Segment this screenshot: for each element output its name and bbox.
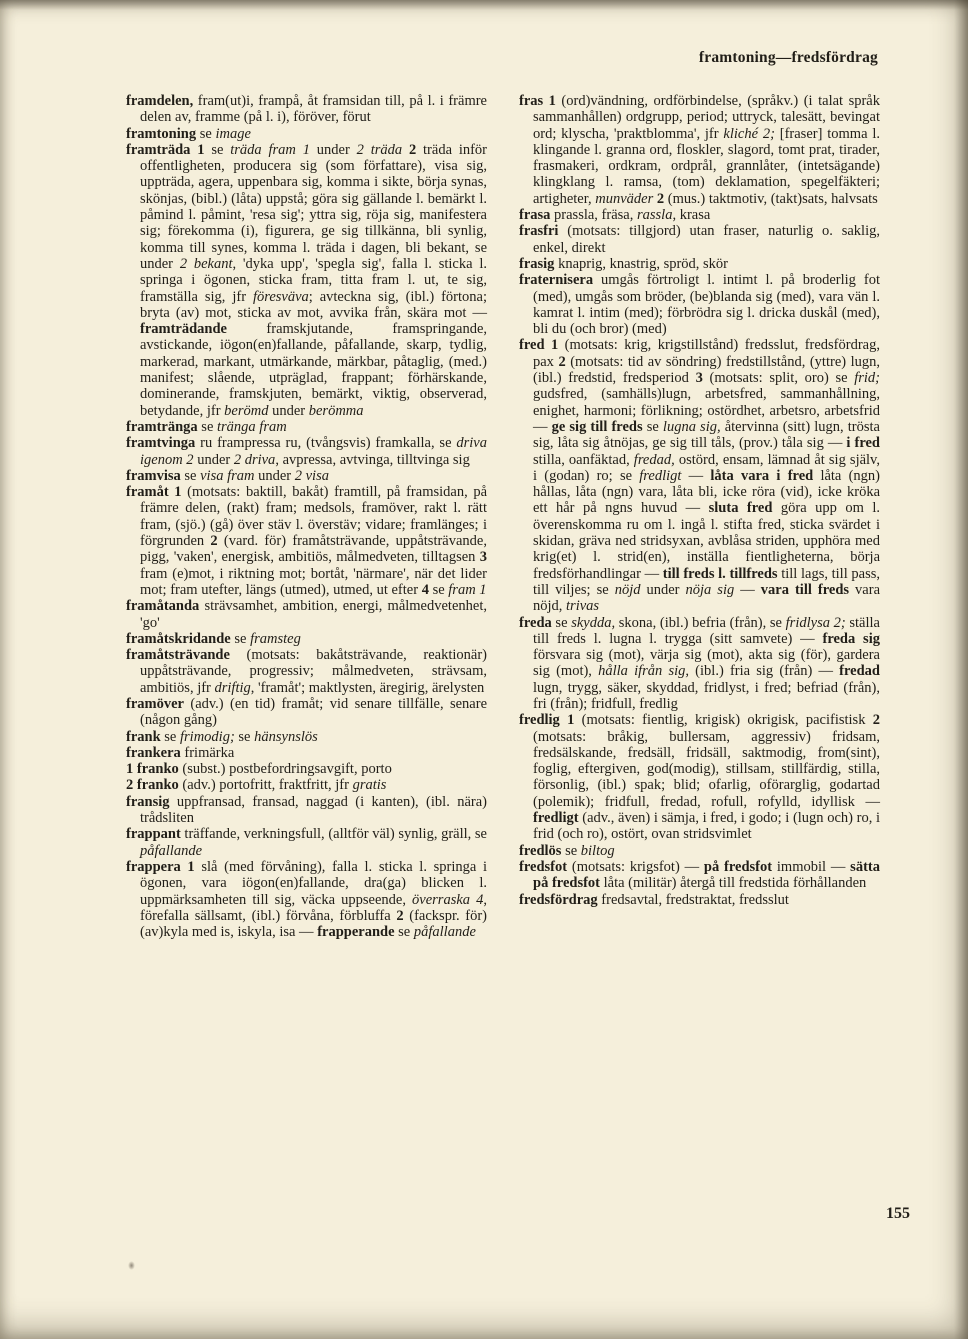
entry-text: (mus.) taktmotiv, (takt)sats, halvsats [664, 190, 878, 207]
entry-reference-italic: frimodig; [180, 728, 235, 745]
entry-text: (adv.) portofritt, fraktfritt, jfr [178, 777, 353, 794]
dictionary-entry [126, 484, 487, 598]
entry-text: göra upp om l. överenskomma ru om l. ingå l. stifta fred, sticka svärdet i skidan, gräva ned stridsyxan, avblåsa striden, upphöra med krig(et) l. strid(en), inställa fientligheterna, börja fredsförhandlingar — [533, 500, 880, 582]
entry-text: (vard. för) framåtsträvande, uppåtsträvande, pigg, 'vaken', energisk, ambitiös, målmedveten, tilltagsen [140, 533, 487, 566]
entry-text: låta (ngn) hållas, låta (ngn) vara, låta bli, icke röra (vid), icke kröka ett hår på ngns huvud — [533, 467, 881, 517]
dictionary-entry [126, 435, 487, 468]
entry-text: (motsats: bråkig, bullersam, aggressiv) fridsam, fredsälskande, fredsäll, fridsäll, saktmodig, from(sint), foglig, eftergiven, god(modig), stillsam, stillfärdig, stilla, försonlig, (ibl.) spak; blid; ofarlig, oförarglig, godartad (polemik); fridfull, fredad, rofull, rofylld, idyllisk — [533, 728, 880, 810]
entry-headword-or-bold: 2 [210, 533, 218, 550]
dictionary-entry [126, 696, 487, 729]
entry-headword-or-bold: frappera 1 [126, 858, 195, 875]
entry-headword-or-bold: 3 [695, 370, 703, 387]
entry-headword-or-bold: framtoning [126, 125, 197, 142]
entry-text: uppfransad, fransad, naggad (i kanten), (ibl. nära) trådsliten [140, 793, 487, 827]
entry-reference-italic: lugna sig, [662, 418, 721, 435]
entry-headword-or-bold: framåtsträvande [126, 647, 230, 664]
entry-text: frimärka [180, 744, 235, 761]
entry-headword-or-bold: i fred [846, 435, 880, 452]
entry-text: prassla, fräsa, [550, 207, 637, 224]
entry-text: , avpressa, avtvinga, tilltvinga sig [275, 451, 470, 468]
entry-headword-or-bold: 1 franko [126, 761, 179, 778]
entry-reference-italic: 2 visa [294, 467, 329, 484]
entry-text: ostörd, ensam, lämnad åt sig själv, i (godan) ro; se [533, 451, 880, 484]
entry-headword-or-bold: fredlig 1 [519, 712, 575, 729]
entry-text: gudsfred, (samhälls)lugn, arbetsfred, sammanhållning, enighet, harmoni; förlikning; ostördhet, arbetsro, arbetsfrid — [533, 386, 880, 435]
entry-text: fram (e)mot, i riktning mot; bortåt, 'närmare', när det lider mot; fram utefter, längs (utmed), utmed, ut efter [140, 565, 487, 598]
entry-text: (motsats: krig, krigstillstånd) fredsslut, fredsfördrag, pax [533, 337, 880, 370]
entry-text: strävsamhet, ambition, energi, målmedvetenhet, 'go' [140, 598, 487, 631]
entry-text: (subst.) postbefordringsavgift, porto [178, 761, 392, 778]
entry-reference-italic: kliché 2; [723, 125, 775, 142]
dictionary-entry [126, 761, 487, 777]
entry-headword-or-bold: till freds [662, 565, 715, 582]
dictionary-entry [519, 337, 880, 614]
dictionary-entry [126, 598, 487, 631]
entry-text: se [561, 842, 581, 859]
entry-text: under [254, 467, 295, 484]
entry-text: lugn, trygg, säker, skyddad, fridlyst, i fred; befriad (från), fri (från); fridfull, fredlig [533, 679, 880, 712]
entry-text: fram(ut)i, frampå, åt framsidan till, på l. i främre delen av, framme (på l. i), föröver, förut [140, 93, 487, 126]
entry-headword-or-bold: fredlös [519, 842, 562, 859]
dictionary-entry [519, 859, 880, 892]
dictionary-entry [126, 826, 487, 859]
dictionary-entry [519, 93, 880, 207]
entry-text: , förefalla sällsamt, (ibl.) förvåna, förbluffa [140, 891, 487, 924]
entry-text: se [428, 581, 449, 598]
entry-reference-italic: påfallande [413, 924, 476, 941]
dictionary-entry [126, 419, 487, 435]
scan-artifact-mark [128, 1261, 135, 1270]
entry-headword-or-bold: frasa [519, 207, 551, 224]
dictionary-entry [519, 615, 880, 713]
entry-text: (motsats: split, oro) se [702, 370, 855, 387]
entry-text: immobil — [772, 858, 851, 875]
dictionary-entry [126, 93, 487, 126]
entry-text: ; avteckna sig, (ibl.) förtona; bryta (av) mot, sticka av mot, avvika från, skära mot — [140, 288, 487, 321]
entry-headword-or-bold: frasig [519, 255, 555, 272]
entry-reference-italic: visa fram [200, 467, 255, 484]
entry-headword-or-bold: sätta på fredsfot [533, 858, 880, 892]
entry-headword-or-bold: framträda 1 [126, 141, 205, 158]
entry-text: se [230, 630, 251, 647]
dictionary-entry [519, 256, 880, 272]
entry-text: umgås förtroligt l. intimt l. på broderlig fot (med), umgås som bröder, (be)blanda sig (med), vara vän l. kamrat l. intim (med); förbrödra sig l. dricka duskål (med), bli du (och bror) (med) [533, 272, 880, 338]
entry-text: (ord)vändning, ordförbindelse, (språkv.) (i talat språk sammanhållen) ordgrupp, period; uttryck, talesätt, bevingat ord; klyscha, 'praktblomma', jfr [533, 93, 880, 142]
dictionary-entry [519, 272, 880, 337]
dictionary-entry [519, 843, 880, 859]
entry-headword-or-bold: fransig [126, 793, 170, 810]
entry-text: (adv.) (en tid) framåt; vid senare tillfälle, senare (någon gång) [140, 695, 487, 729]
entry-text: under [309, 141, 357, 158]
entry-text: försvara sig (mot), värja sig (mot), akta sig (för), gardera sig (mot), [533, 647, 880, 680]
dictionary-entry [126, 729, 487, 745]
entry-text: knaprig, knastrig, spröd, skör [554, 255, 729, 272]
entry-headword-or-bold: fras 1 [519, 93, 556, 109]
entry-text: (motsats: tid av söndring) fredstillstånd, (yttre) lugn, (ibl.) fredstid, fredsperiod [533, 353, 880, 387]
entry-headword-or-bold: freda [519, 614, 552, 631]
entry-reference-italic: 2 bekant [179, 255, 233, 272]
entry-text: (adv., även) i sämja, i fred, i godo; i (lugn och) ro, i frid (och ro), ostört, ovan stridsvimlet [533, 810, 880, 843]
entry-text: se [551, 614, 572, 631]
entry-reference-italic: gratis [352, 777, 387, 794]
entry-headword-or-bold: ge sig till freds [551, 418, 643, 435]
entry-reference-italic: fredligt [639, 467, 682, 484]
entry-reference-italic: berömma [308, 402, 364, 419]
entry-reference-italic: påfallande [140, 842, 203, 859]
entry-text: se [234, 728, 255, 745]
entry-headword-or-bold: fredsfördrag [519, 891, 598, 908]
entry-reference-italic: träda fram 1 [230, 141, 310, 158]
entry-text: (motsats: krigsfot) — [567, 858, 704, 875]
scan-edge-shadow-top [0, 0, 968, 10]
dictionary-entry [126, 794, 487, 827]
entry-text: träda inför offentligheten, producera sig (som författare), visa sig, uppträda, agera, uppenbara sig, komma i sikte, börja synas, skönjas, (bibl.) (låta) uppstå; göra sig gällande l. bemärkt l. påmind l. påmint, 'resa sig'; yttra sig, röja sig, manifestera sig; förekomma (i), figurera, ge sig tillkänna, bli synlig, komma till synes, komma l. träda i dagen, bli bekant, se under [140, 141, 488, 272]
entry-text: under [640, 581, 686, 598]
entry-text: (fackspr. för) (av)kyla med is, iskyla, isa — [140, 907, 488, 941]
entry-headword-or-bold: 2 [656, 190, 665, 207]
entry-text: låta (militär) återgå till fredstida förhållanden [600, 875, 867, 892]
entry-headword-or-bold: 3 [479, 549, 487, 566]
entry-headword-or-bold: 2 [558, 353, 566, 370]
entry-headword-or-bold: framtvinga [126, 435, 196, 452]
entry-reference-italic: nöja sig [685, 581, 735, 598]
entry-text: — [681, 467, 711, 484]
entry-reference-italic: 2 driva [233, 451, 276, 468]
entry-headword-or-bold: framträdande [140, 321, 227, 338]
entry-reference-italic: fram 1 [448, 581, 487, 598]
entry-headword-or-bold: fredad [839, 663, 880, 680]
entry-text: slå (med förvåning), falla l. sticka l. springa i ögonen, vara iögon(en)fallande, dra(ga) blicken l. uppmärksamheten till sig, väcka uppseende, [140, 858, 488, 908]
left-column [126, 93, 487, 940]
dictionary-entry [519, 712, 880, 842]
entry-headword-or-bold: framåtanda [126, 598, 200, 615]
entry-text: se [197, 418, 218, 435]
running-head: framtoning—fredsfördrag [698, 49, 878, 66]
entry-reference-italic: driftig [214, 679, 251, 696]
text-columns [0, 93, 968, 940]
entry-headword-or-bold: 2 franko [126, 777, 179, 794]
entry-headword-or-bold: framtränga [126, 418, 198, 435]
entry-headword-or-bold: framdelen, [126, 93, 194, 109]
entry-headword-or-bold: fredsfot [519, 858, 568, 875]
entry-reference-italic: tränga fram [217, 418, 287, 435]
entry-headword-or-bold: framvisa [126, 467, 181, 484]
entry-headword-or-bold: frapperande [317, 924, 395, 941]
entry-text: ru frampressa ru, (tvångsvis) framkalla, se [195, 435, 457, 452]
entry-headword-or-bold: vara till freds [760, 581, 850, 598]
entry-text: stilla, oanfäktad, [533, 451, 634, 468]
entry-reference-italic: överraska 4 [412, 891, 484, 908]
entry-text: se [394, 924, 414, 941]
entry-headword-or-bold: frank [126, 728, 161, 745]
dictionary-entry [519, 892, 880, 908]
entry-headword-or-bold: frasfri [519, 223, 559, 240]
entry-headword-or-bold: framåtskridande [126, 630, 231, 647]
entry-headword-or-bold: 2 [396, 907, 404, 924]
entry-text: , 'framåt'; maktlysten, äregirig, ärelysten [250, 679, 485, 696]
entry-reference-italic: fridlysa 2; [785, 614, 846, 631]
entry-text: se [180, 467, 201, 484]
entry-text: (ibl.) fria sig (från) — [689, 663, 840, 680]
entry-text: under [193, 451, 234, 468]
dictionary-entry [126, 126, 487, 142]
dictionary-entry [519, 223, 880, 256]
entry-headword-or-bold: tillfreds [729, 565, 778, 582]
entry-text: återvinna (sitt) lugn, trösta sig, låta sig åtnöjas, ge sig till tåls, (prov.) tåla sig — [533, 418, 880, 452]
entry-text: vara nöjd, [533, 581, 881, 615]
dictionary-entry [126, 647, 487, 696]
entry-headword-or-bold: 2 [872, 712, 881, 729]
right-column [519, 93, 880, 940]
entry-headword-or-bold: på fredsfot [703, 858, 773, 875]
entry-text: (motsats: tillgjord) utan fraser, naturlig o. saklig, enkel, direkt [533, 223, 880, 256]
entry-headword-or-bold: frankera [126, 744, 181, 761]
entry-headword-or-bold: l. [714, 565, 730, 582]
entry-text: fredsavtal, fredstraktat, fredsslut [597, 891, 789, 908]
entry-reference-italic: biltog [580, 842, 615, 859]
dictionary-entry [126, 777, 487, 793]
entry-text: , 'dyka upp', 'spegla sig', falla l. sticka l. springa i ögonen, sticka fram, titta fram l. ut, te sig, framställa sig, jfr [140, 255, 487, 305]
entry-reference-italic: 2 träda [356, 141, 403, 158]
entry-text: ställa till freds l. lugna l. trygga (sitt samvete) — [533, 614, 880, 647]
dictionary-entry [126, 745, 487, 761]
entry-text: krasa [676, 207, 711, 224]
entry-text: se [642, 418, 663, 435]
entry-reference-italic: trivas [566, 598, 600, 615]
entry-reference-italic: image [215, 125, 251, 142]
entry-reference-italic: munväder [595, 190, 654, 207]
entry-text: (motsats: fientlig, krigisk) okrigisk, pacifistisk [574, 712, 873, 729]
entry-text: (motsats: baktill, bakåt) framtill, på framsidan, på främre delen, (rakt) fram; medsols, framöver, rakt l. rätt fram, (sjö.) (gå) över stäv l. överstäv; vidare; framlänges; i förgrunden [140, 484, 488, 550]
entry-reference-italic: rassla, [636, 207, 677, 224]
entry-headword-or-bold: sluta fred [708, 500, 773, 517]
page-number: 155 [886, 1205, 910, 1222]
entry-reference-italic: hänsynslös [254, 728, 318, 745]
dictionary-entry [126, 859, 487, 940]
dictionary-entry [126, 142, 487, 419]
entry-reference-italic: frid; [854, 370, 880, 387]
dictionary-entry [519, 207, 880, 223]
entry-text: (motsats: bakåtsträvande, reaktionär) uppåtsträvande, progressiv; målmedveten, strävsam, ambitiös, jfr [140, 647, 487, 696]
entry-reference-italic: berömd [224, 402, 269, 419]
entry-text: skona, (ibl.) befria (från), se [615, 614, 786, 631]
entry-headword-or-bold: freda sig [822, 630, 880, 647]
entry-text: se [160, 728, 180, 745]
entry-text: [fraser] tomma l. klingande l. granna ord, floskler, slagord, tomt prat, tirader, frasmakeri, ordkram, ordprål, grannlåter, (intetsägande) klingklang l. ramsa, (tom) deklamation, spegelfäkteri; artigheter, [533, 125, 880, 207]
entry-headword-or-bold: frappant [126, 826, 181, 843]
entry-text: se [196, 125, 216, 142]
entry-reference-italic: föresväva [252, 288, 309, 305]
entry-headword-or-bold: framöver [126, 695, 184, 712]
entry-headword-or-bold: framåt 1 [126, 484, 182, 501]
entry-text: — [734, 581, 761, 598]
dictionary-entry [126, 631, 487, 647]
entry-text [402, 142, 409, 158]
entry-reference-italic: framsteg [250, 630, 301, 647]
entry-reference-italic: driva igenom 2 [140, 435, 487, 468]
entry-text: till lags, till pass, till viljes; se [533, 565, 881, 598]
entry-reference-italic: skydda, [571, 614, 616, 631]
entry-headword-or-bold: fredligt [533, 810, 579, 827]
entry-headword-or-bold: låta vara i fred [710, 467, 814, 484]
entry-text: under [268, 402, 309, 419]
entry-reference-italic: hålla ifrån sig, [598, 663, 690, 680]
entry-headword-or-bold: fred 1 [519, 337, 559, 354]
entry-headword-or-bold: 4 [421, 581, 429, 598]
entry-text: framskjutande, framspringande, avstickande, iögon(en)fallande, påfallande, skarp, tydlig, markerad, markant, utmärkande, märkbar, påtaglig, (med.) manifest; slående, utpräglad, frappant; förhärskande, dominerande, framskjuten, bemärkt, viktig, observerad, betydande, jfr [140, 321, 487, 419]
entry-text: se [204, 141, 231, 158]
entry-text: träffande, verkningsfull, (alltför väl) synlig, gräll, se [180, 826, 487, 843]
entry-headword-or-bold: fraternisera [519, 272, 594, 289]
entry-reference-italic: nöjd [614, 581, 641, 598]
dictionary-entry [126, 468, 487, 484]
entry-reference-italic: fredad, [633, 451, 675, 468]
entry-headword-or-bold: 2 [408, 141, 417, 158]
